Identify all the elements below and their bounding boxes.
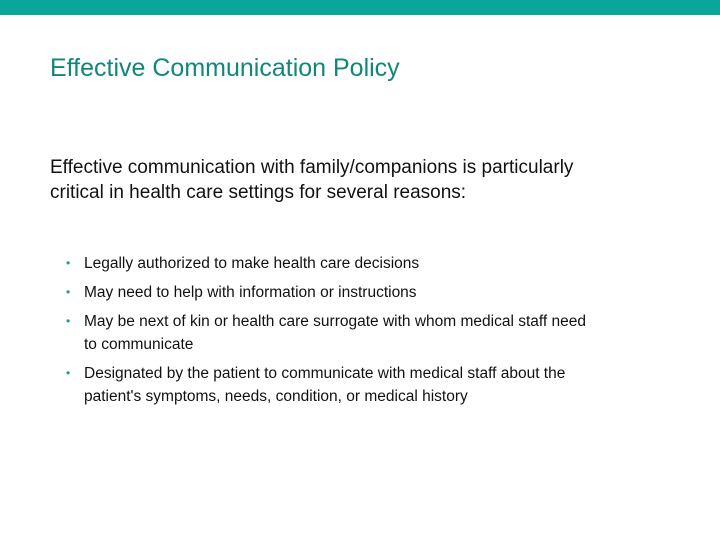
list-item-text bbox=[84, 281, 686, 304]
list-item-line: Designated by the patient to communicate with medical staff about the bbox=[84, 365, 566, 382]
reasons-list bbox=[66, 252, 686, 414]
list-item bbox=[66, 362, 686, 408]
intro-line: critical in health care settings for several reasons: bbox=[50, 182, 467, 203]
bullet-icon: • bbox=[66, 256, 71, 270]
list-item-text bbox=[84, 362, 686, 408]
list-item bbox=[66, 310, 686, 356]
list-item-line: Legally authorized to make health care decisions bbox=[84, 255, 420, 272]
list-item-line: May be next of kin or health care surrogate with whom medical staff need bbox=[84, 313, 587, 330]
list-item-text bbox=[84, 252, 686, 275]
bullet-icon: • bbox=[66, 285, 71, 299]
intro-paragraph bbox=[50, 155, 690, 205]
list-item-line: May need to help with information or instructions bbox=[84, 284, 417, 301]
list-item bbox=[66, 281, 686, 304]
bullet-icon: • bbox=[66, 366, 71, 380]
bullet-icon: • bbox=[66, 314, 71, 328]
slide-title: Effective Communication Policy bbox=[50, 54, 400, 82]
intro-line: Effective communication with family/companions is particularly bbox=[50, 157, 574, 178]
top-accent-bar bbox=[0, 0, 720, 15]
list-item-text bbox=[84, 310, 686, 356]
list-item bbox=[66, 252, 686, 275]
list-item-line: patient's symptoms, needs, condition, or medical history bbox=[84, 388, 468, 405]
list-item-line: to communicate bbox=[84, 336, 194, 353]
